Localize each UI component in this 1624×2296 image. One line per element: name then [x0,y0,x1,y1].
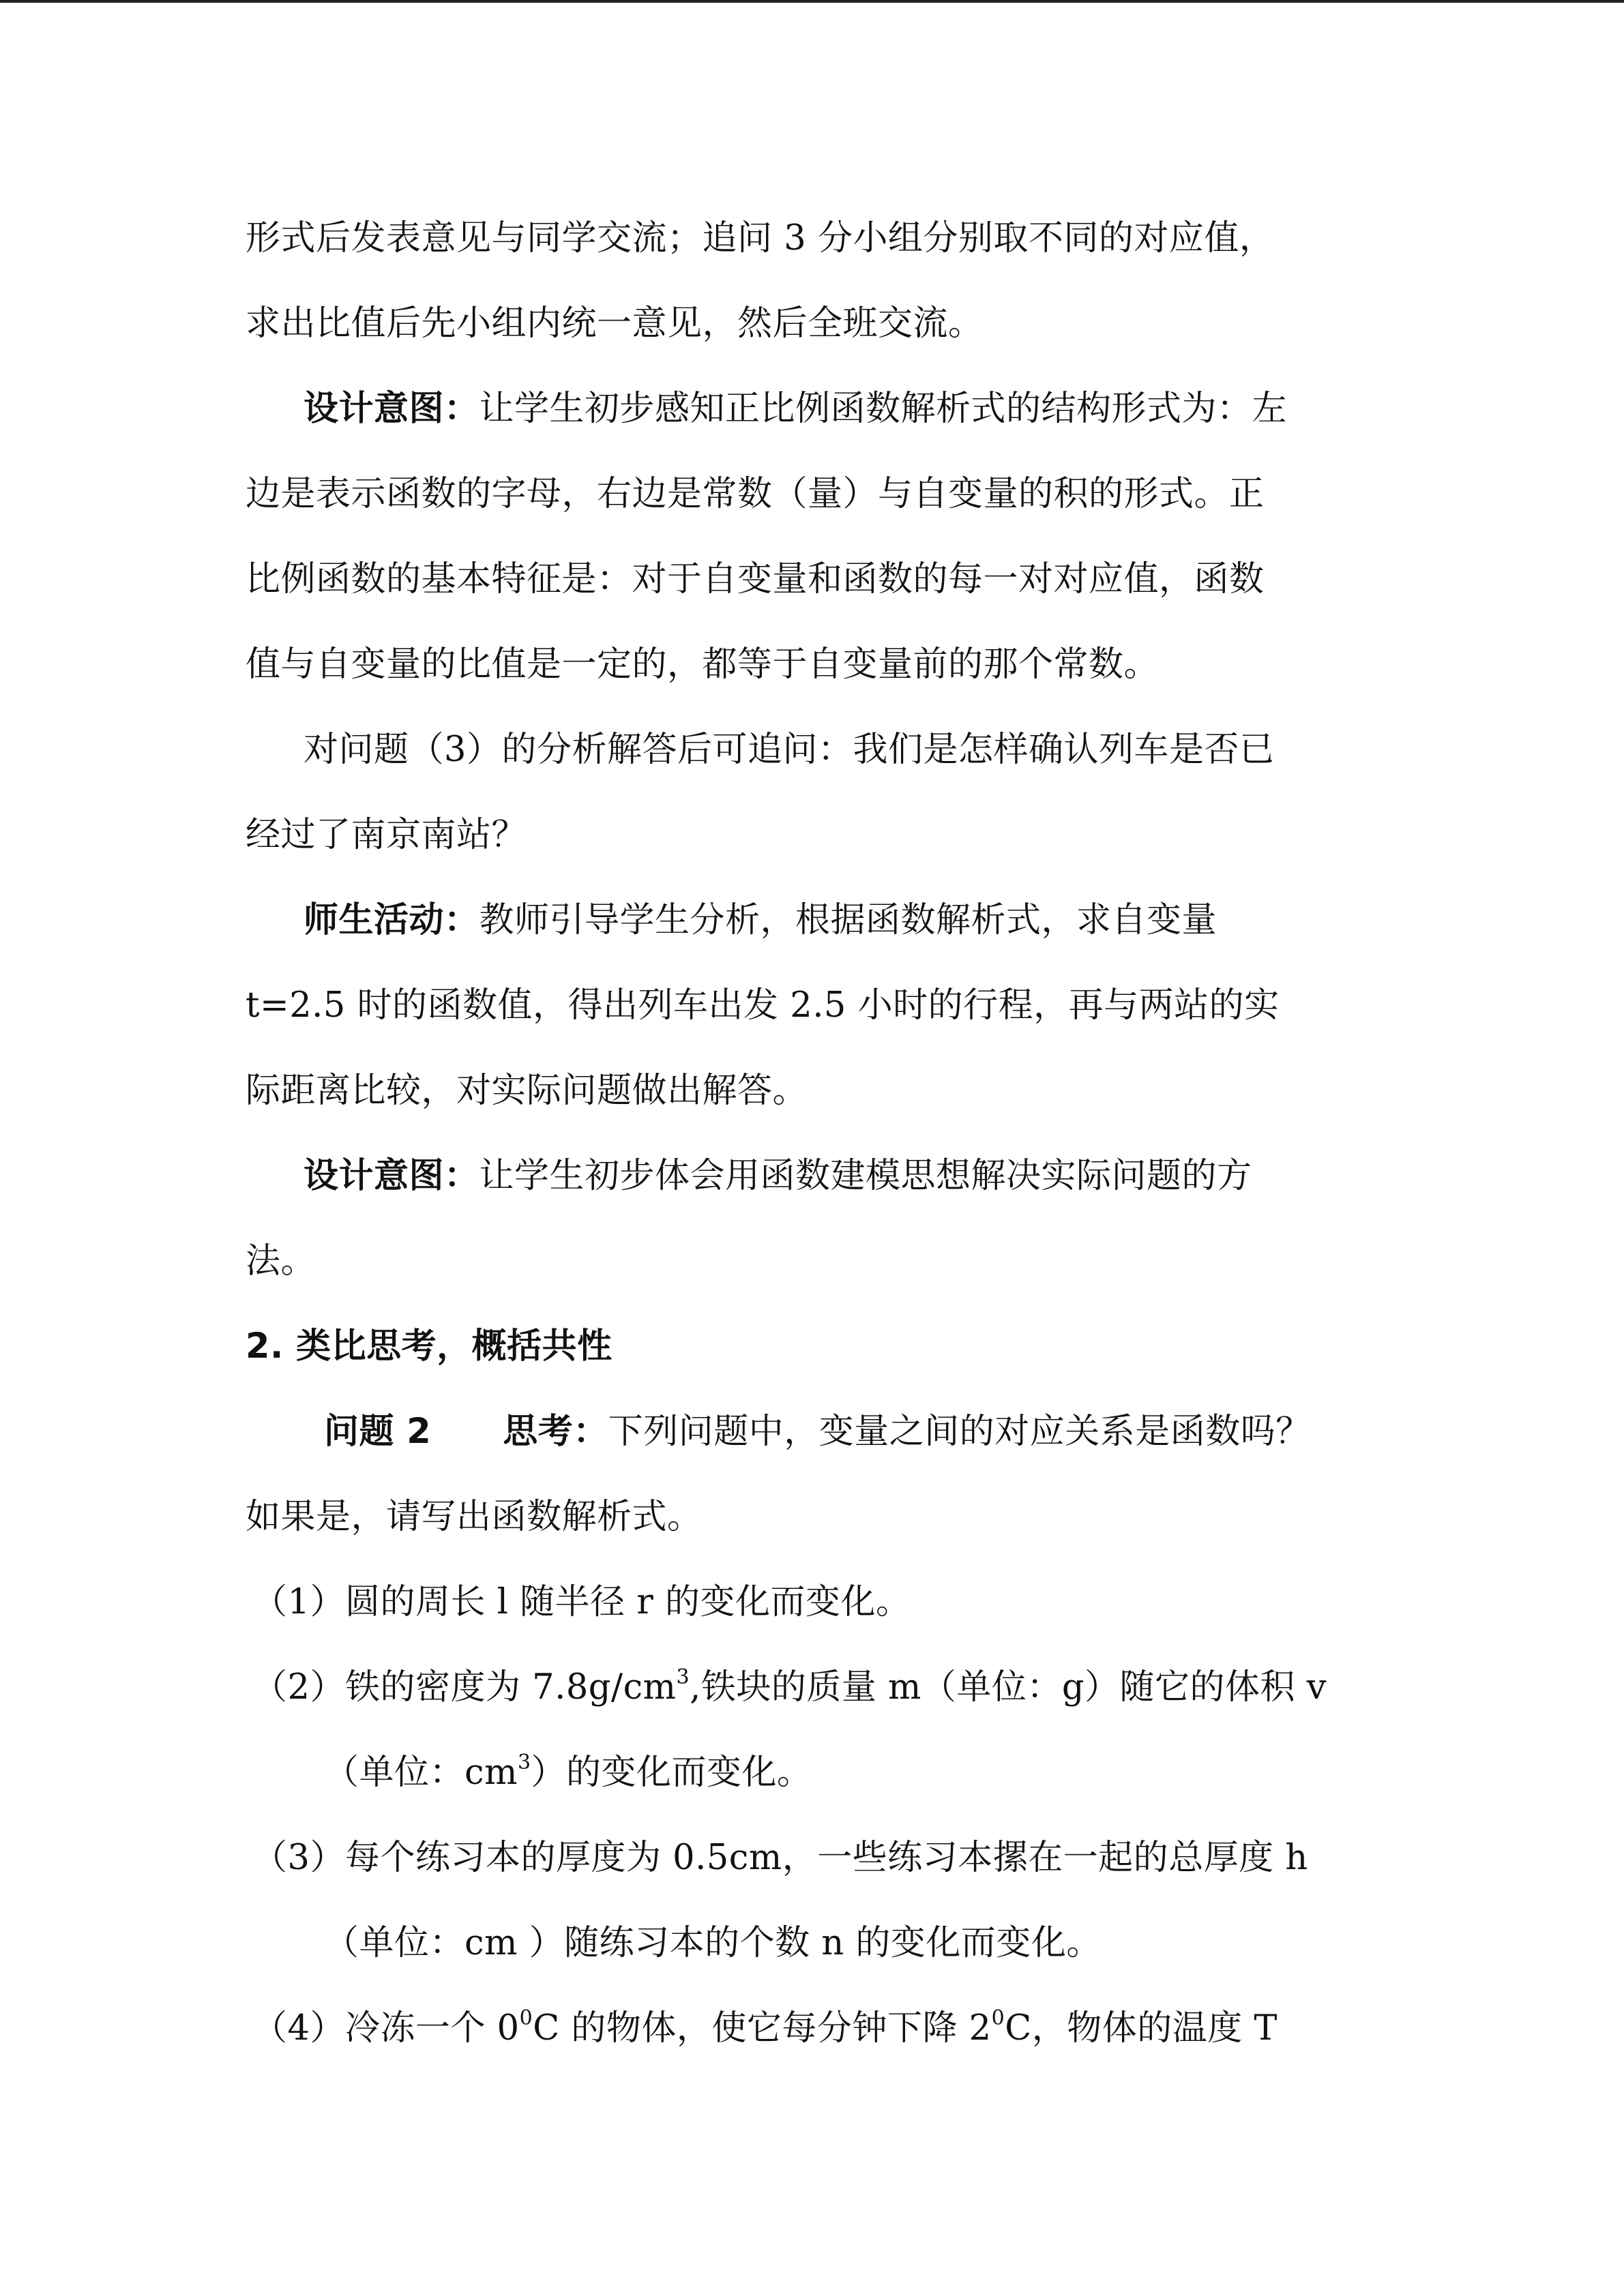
line-text: 形式后发表意见与同学交流；追问 3 分小组分别取不同的对应值， [246,218,1275,258]
superscript: 3 [517,1750,531,1774]
text-line [246,457,1378,532]
line-text: 求出比值后先小组内统一意见，然后全班交流。 [246,303,984,344]
text-line [246,627,1378,702]
question-label: 问题 2 [324,1412,432,1452]
line-text: 让学生初步体会用函数建模思想解决实际问题的方 [479,1156,1252,1196]
text-line [246,542,1378,617]
text-line [246,798,1378,873]
line-text: 经过了南京南站？ [246,815,527,855]
design-intent-paragraph [304,372,1436,447]
text-line [246,968,1378,1043]
list-item [252,1650,1385,1725]
text-line [246,286,1378,361]
line-text: 比例函数的基本特征是：对于自变量和函数的每一对对应值，函数 [246,559,1265,599]
text-line [246,1224,1378,1299]
line-text: ,铁块的质量 m（单位：g）随它的体积 v [690,1667,1327,1708]
list-item-continuation [324,1906,1456,1981]
superscript: 0 [991,2006,1005,2030]
text-line [304,713,1436,788]
line-text: （2）铁的密度为 7.8g/cm [252,1667,677,1708]
line-text: （4）冷冻一个 0 [252,2008,520,2048]
line-text: 法。 [246,1241,316,1281]
line-text: 对问题（3）的分析解答后可追问：我们是怎样确认列车是否已 [304,730,1275,770]
teacher-student-activity-paragraph [304,883,1436,958]
line-text: C，物体的温度 T [1005,2008,1278,2048]
line-text: ）的变化而变化。 [531,1753,812,1793]
think-label: 思考： [503,1412,608,1452]
superscript: 3 [676,1665,690,1689]
design-intent-label: 设计意图： [304,389,479,429]
activity-label: 师生活动： [304,900,479,940]
text-line [246,1054,1378,1129]
line-text: （3）每个练习本的厚度为 0.5cm，一些练习本摞在一起的总厚度 h [252,1838,1308,1878]
line-text: t=2.5 时的函数值，得出列车出发 2.5 小时的行程，再与两站的实 [246,985,1280,1026]
line-text: （单位：cm [324,1753,518,1793]
line-text: 下列问题中，变量之间的对应关系是函数吗？ [608,1412,1311,1452]
section-heading [246,1309,1378,1384]
line-text: 值与自变量的比值是一定的，都等于自变量前的那个常数。 [246,644,1160,685]
line-text: 如果是，请写出函数解析式。 [246,1497,703,1537]
line-text: 际距离比较，对实际问题做出解答。 [246,1071,808,1111]
superscript: 0 [519,2006,533,2030]
design-intent-label: 设计意图： [304,1156,479,1196]
section-heading-text: 2. 类比思考，概括共性 [246,1326,612,1367]
design-intent-paragraph [304,1139,1436,1214]
line-text: （1）圆的周长 l 随半径 r 的变化而变化。 [252,1582,911,1622]
list-item [252,1821,1385,1896]
list-item [252,1991,1385,2066]
line-text: 教师引导学生分析，根据函数解析式，求自变量 [479,900,1217,940]
line-text: （单位：cm ）随练习本的个数 n 的变化而变化。 [324,1923,1102,1963]
list-item [252,1565,1385,1640]
line-text: 边是表示函数的字母，右边是常数（量）与自变量的积的形式。正 [246,474,1265,514]
question-paragraph [324,1395,1456,1470]
line-text: C 的物体，使它每分钟下降 2 [533,2008,992,2048]
text-line [246,201,1378,276]
line-text: 让学生初步感知正比例函数解析式的结构形式为：左 [479,389,1288,429]
text-line [246,1480,1378,1555]
list-item-continuation [324,1735,1456,1810]
